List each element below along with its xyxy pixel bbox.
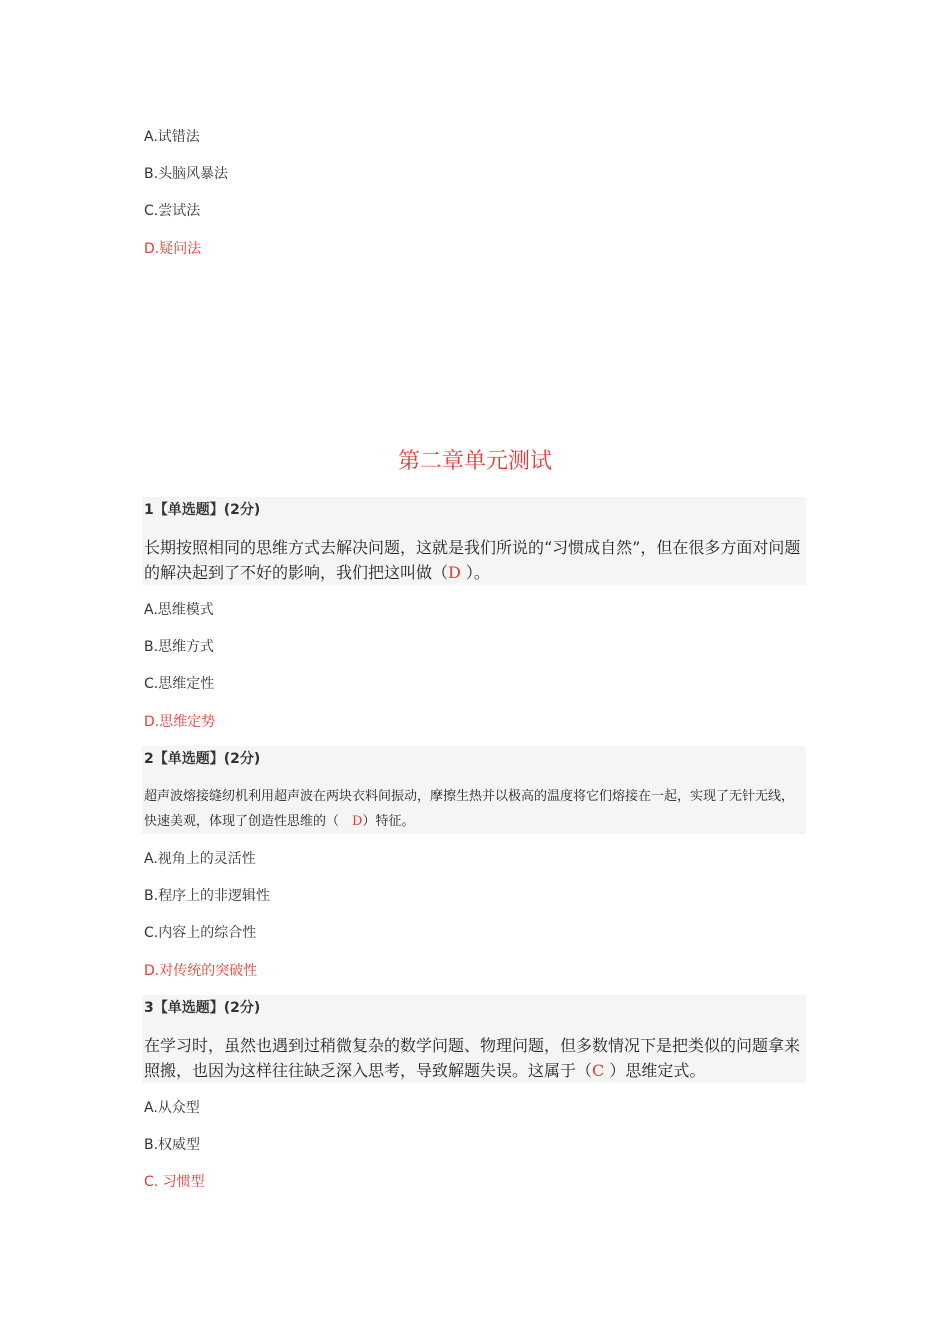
option-text: 思维模式 xyxy=(157,602,214,618)
option-text: 思维方式 xyxy=(158,639,215,655)
option-letter: B. xyxy=(144,888,159,904)
question-header: 3【单选题】(2分) xyxy=(144,1000,261,1016)
question-text-before: 超声波熔接缝纫机利用超声波在两块衣料间振动，摩擦生热并以极高的温度将它们熔接在一起，实现了无针无线，快速美观，体现了创造性思维的（ xyxy=(144,789,795,829)
q1-option-a xyxy=(144,600,214,620)
question-header: 2【单选题】(2分) xyxy=(144,751,261,767)
option-text: 内容上的综合性 xyxy=(158,925,257,941)
question-text xyxy=(144,535,804,585)
option-letter: C. xyxy=(144,925,159,941)
option-letter: D. xyxy=(144,241,160,257)
question-text-after: ）思维定式。 xyxy=(604,1061,706,1080)
question-answer: D xyxy=(352,814,363,829)
question-text-before: 在学习时，虽然也遇到过稍微复杂的数学问题、物理问题，但多数情况下是把类似的问题拿来照搬，也因为这样往往缺乏深入思考，导致解题失误。这属于（ xyxy=(144,1036,801,1080)
option-text: 权威型 xyxy=(158,1137,201,1153)
option-letter: C. xyxy=(144,1174,159,1190)
question-text-after: ）。 xyxy=(460,563,490,582)
option-letter: D. xyxy=(144,714,160,730)
option-text: 对传统的突破性 xyxy=(159,963,258,979)
question-3 xyxy=(142,995,806,1083)
question-text xyxy=(144,1033,804,1083)
option-text: 思维定势 xyxy=(159,714,216,730)
question-1 xyxy=(142,497,806,585)
q3-option-c-correct xyxy=(144,1172,205,1192)
q2-option-c xyxy=(144,923,256,943)
q2-option-b xyxy=(144,886,270,906)
option-text: 习惯型 xyxy=(158,1174,205,1190)
option-letter: A. xyxy=(144,1100,158,1116)
chapter-title: 第二章单元测试 xyxy=(397,449,552,474)
option-text: 程序上的非逻辑性 xyxy=(158,888,271,904)
option-letter: B. xyxy=(144,1137,159,1153)
q2-option-a xyxy=(144,849,256,869)
q3-option-a xyxy=(144,1098,200,1118)
option-text: 头脑风暴法 xyxy=(158,166,229,182)
question-2 xyxy=(142,746,806,834)
option-letter: A. xyxy=(144,851,158,867)
option-b xyxy=(144,164,228,184)
option-letter: C. xyxy=(144,676,159,692)
question-answer: C xyxy=(592,1061,605,1080)
option-text: 疑问法 xyxy=(159,241,202,257)
option-text: 视角上的灵活性 xyxy=(157,851,256,867)
option-letter: B. xyxy=(144,639,159,655)
option-letter: A. xyxy=(144,602,158,618)
option-letter: A. xyxy=(144,129,158,145)
option-text: 从众型 xyxy=(157,1100,200,1116)
question-header: 1【单选题】(2分) xyxy=(144,502,261,518)
q3-option-b xyxy=(144,1135,200,1155)
option-letter: B. xyxy=(144,166,159,182)
option-d-correct xyxy=(144,239,201,259)
q2-option-d-correct xyxy=(144,961,257,981)
question-text xyxy=(144,784,804,834)
option-text: 思维定性 xyxy=(158,676,215,692)
option-letter: D. xyxy=(144,963,160,979)
q1-option-c xyxy=(144,674,214,694)
option-text: 试错法 xyxy=(157,129,200,145)
question-answer: D xyxy=(448,563,461,582)
q1-option-d-correct xyxy=(144,712,215,732)
question-text-after: ）特征。 xyxy=(362,814,415,829)
option-letter: C. xyxy=(144,203,159,219)
option-a xyxy=(144,127,200,147)
option-text: 尝试法 xyxy=(158,203,201,219)
option-c xyxy=(144,201,200,221)
question-text-before: 长期按照相同的思维方式去解决问题，这就是我们所说的“习惯成自然”，但在很多方面对问题的解决起到了不好的影响，我们把这叫做（ xyxy=(144,538,801,582)
q1-option-b xyxy=(144,637,214,657)
